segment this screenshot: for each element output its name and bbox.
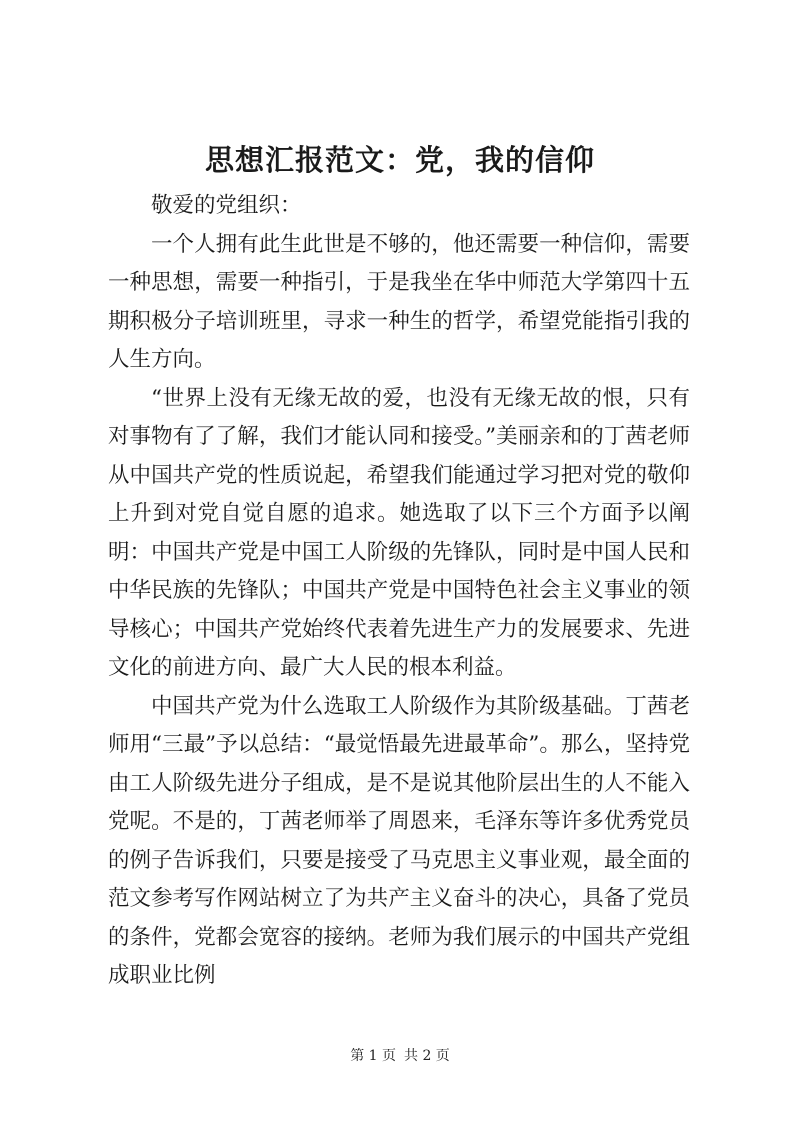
document-title: 思想汇报范文：党，我的信仰 xyxy=(204,143,595,177)
page-total: 共 2 页 xyxy=(404,1048,450,1064)
salutation: 敬爱的党组织： xyxy=(151,193,302,218)
page-footer xyxy=(0,1046,800,1066)
paragraph-1: 一个人拥有此生此世是不够的，他还需要一种信仰，需要一种思想，需要一种指引，于是我坐在华中师范大学第四十五期积极分子培训班里，寻求一种生的哲学，希望党能指引我的人生方向。 xyxy=(108,231,690,372)
page-number: 第 1 页 xyxy=(350,1048,396,1064)
document-body xyxy=(108,187,690,996)
paragraph-3: 中国共产党为什么选取工人阶级作为其阶级基础。丁茜老师用“三最”予以总结：“最觉悟最先进最革命”。那么，坚持党由工人阶级先进分子组成，是不是说其他阶层出生的人不能入党呢。不是的，丁茜老师举了周恩来，毛泽东等许多优秀党员的例子告诉我们，只要是接受了马克思主义事业观，最全面的范文参考写作网站树立了为共产主义奋斗的决心，具备了党员的条件，党都会宽容的接纳。老师为我们展示的中国共产党组成职业比例 xyxy=(108,693,690,988)
paragraph-2: “世界上没有无缘无故的爱，也没有无缘无故的恨，只有对事物有了了解，我们才能认同和接受。”美丽亲和的丁茜老师从中国共产党的性质说起，希望我们能通过学习把对党的敬仰上升到对党自觉自愿的追求。她选取了以下三个方面予以阐明：中国共产党是中国工人阶级的先锋队，同时是中国人民和中华民族的先锋队；中国共产党是中国特色社会主义事业的领导核心；中国共产党始终代表着先进生产力的发展要求、先进文化的前进方向、最广大人民的根本利益。 xyxy=(108,385,690,680)
